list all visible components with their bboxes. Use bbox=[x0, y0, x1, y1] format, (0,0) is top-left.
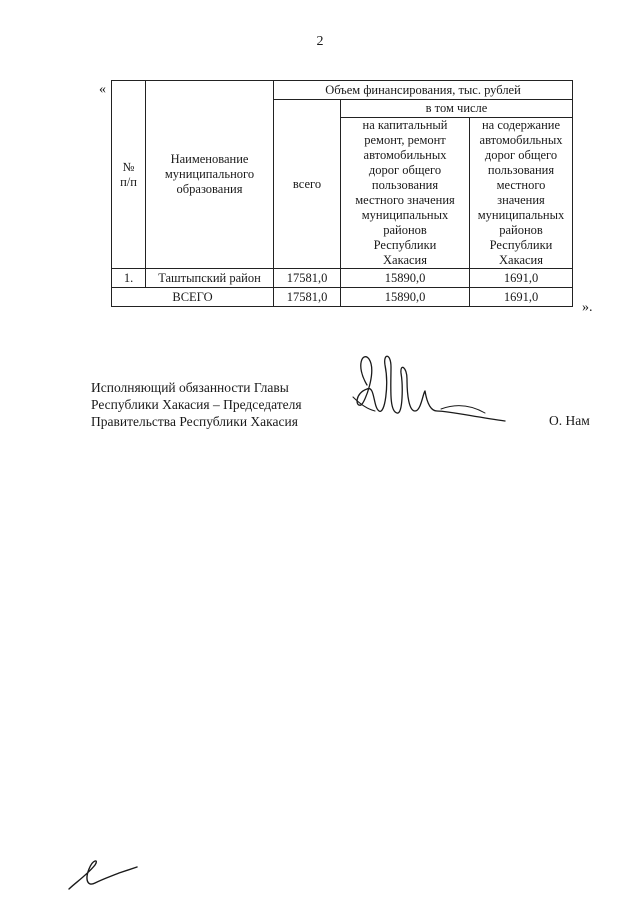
header-municipality: Наименование муниципального образования bbox=[146, 81, 274, 269]
cell-repair: 15890,0 bbox=[341, 269, 470, 288]
total-sum: 17581,0 bbox=[274, 288, 341, 307]
funding-table bbox=[111, 80, 573, 307]
cell-municipality: Таштыпский район bbox=[146, 269, 274, 288]
header-total: всего bbox=[274, 100, 341, 269]
header-capital-repair: на капитальный ремонт, ремонт автомобильных дорог общего пользования местного значения муниципальных районов Республики Хакасия bbox=[341, 118, 470, 269]
cell-number: 1. bbox=[112, 269, 146, 288]
cell-maintenance: 1691,0 bbox=[470, 269, 573, 288]
total-maintenance: 1691,0 bbox=[470, 288, 573, 307]
table-row bbox=[112, 269, 573, 288]
closing-quote: ». bbox=[582, 300, 593, 315]
signatory-name: О. Нам bbox=[549, 413, 590, 428]
signatory-position: Исполняющий обязанности Главы Республики Хакасия – Председателя Правительства Республики Хакасия bbox=[91, 380, 302, 429]
opening-quote: « bbox=[99, 82, 106, 97]
total-row bbox=[112, 288, 573, 307]
header-number: № п/п bbox=[112, 81, 146, 269]
header-funding: Объем финансирования, тыс. рублей bbox=[274, 81, 573, 100]
header-maintenance: на содержание автомобильных дорог общего пользования местного значения муниципальных районов Республики Хакасия bbox=[470, 118, 573, 269]
total-repair: 15890,0 bbox=[341, 288, 470, 307]
handwritten-signature bbox=[345, 345, 510, 435]
page-number: 2 bbox=[316, 34, 324, 49]
total-label: ВСЕГО bbox=[112, 288, 274, 307]
header-including: в том числе bbox=[341, 100, 573, 118]
handwritten-initials bbox=[65, 855, 145, 895]
cell-total: 17581,0 bbox=[274, 269, 341, 288]
